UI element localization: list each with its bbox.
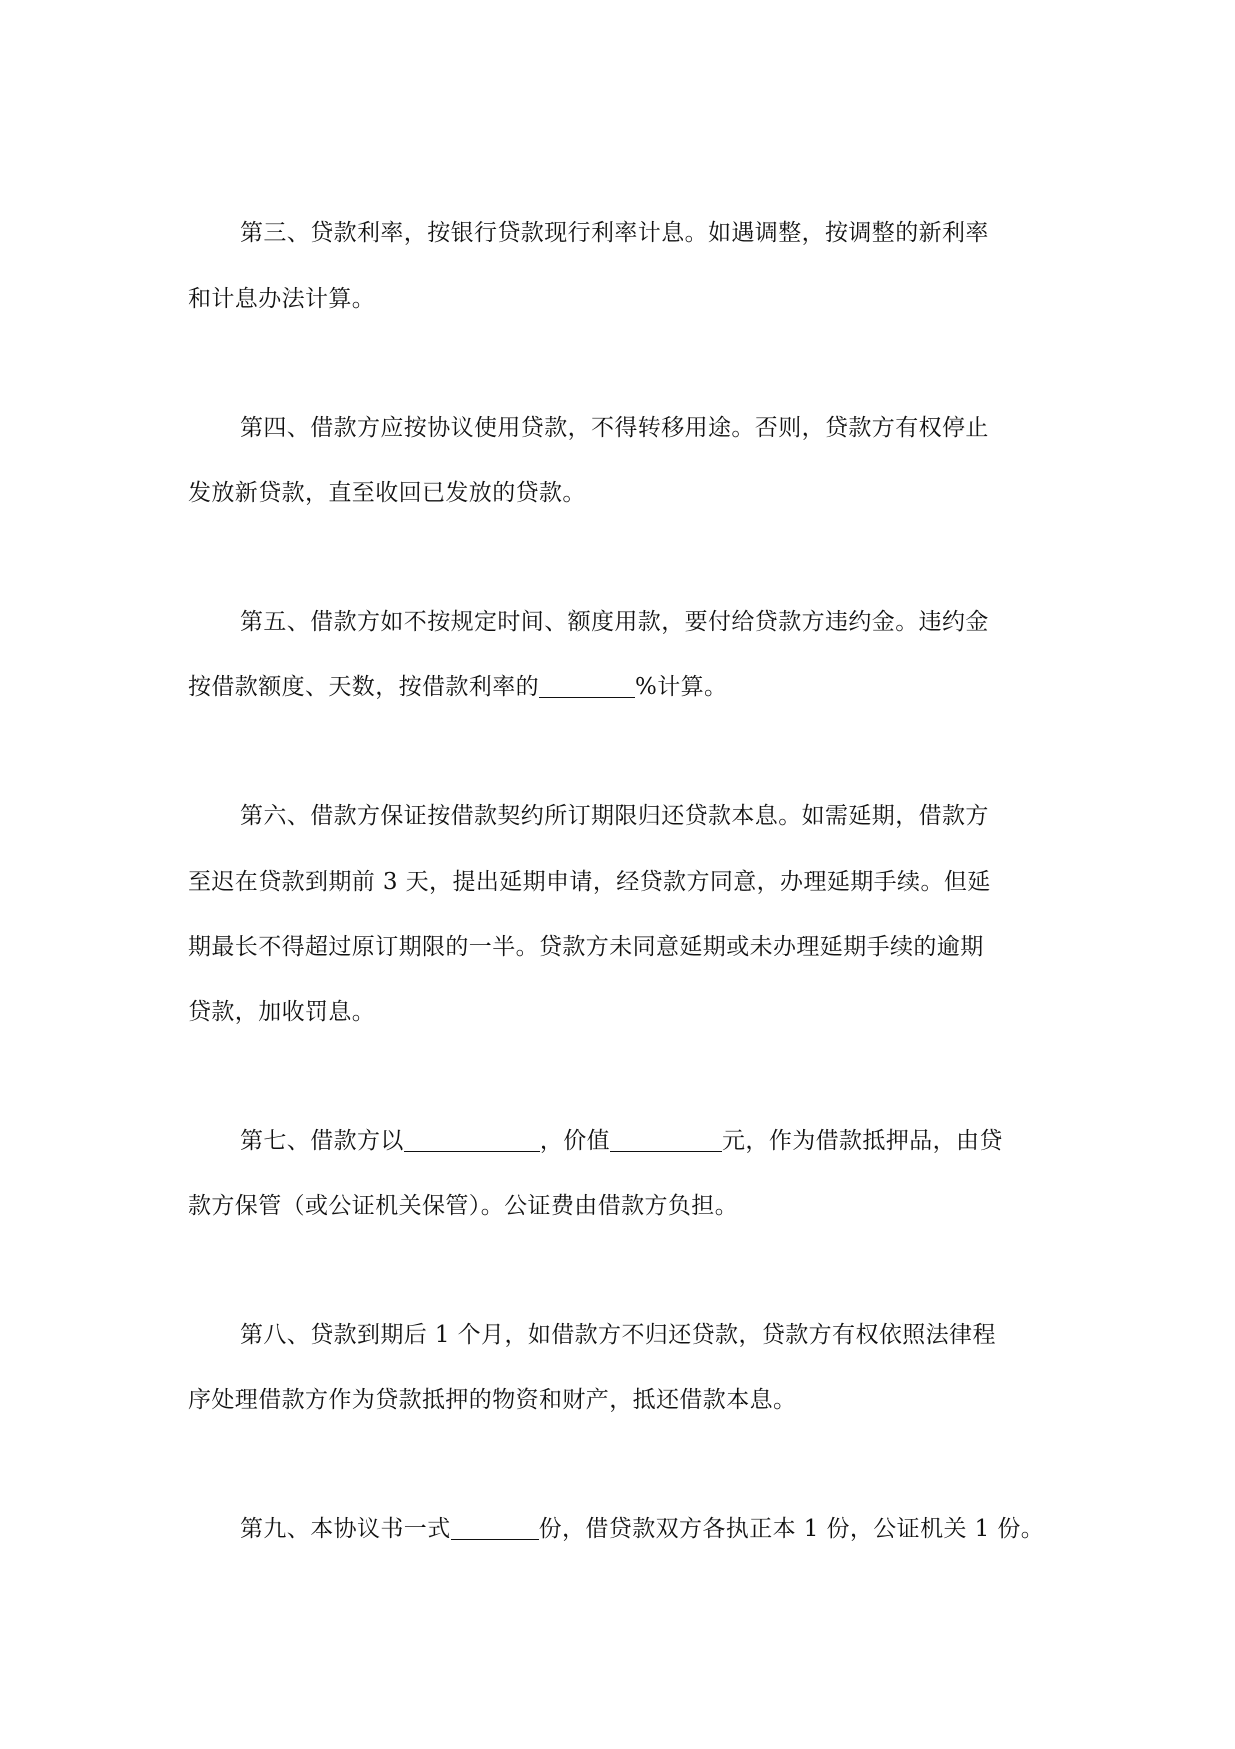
article-3-line-2: 和计息办法计算。 — [188, 286, 376, 312]
article-6-line-1: 第六、借款方保证按借款契约所订期限归还贷款本息。如需延期，借款方 — [240, 803, 989, 829]
article-5-line-2 — [188, 669, 727, 705]
article-6-line-3: 期最长不得超过原订期限的一半。贷款方未同意延期或未办理延期手续的逾期 — [188, 934, 984, 960]
article-7-text-b: ，价值 — [539, 1128, 611, 1154]
article-5-text-after-blank: %计算。 — [635, 674, 728, 700]
article-7-text-c: 元，作为借款抵押品，由贷 — [722, 1128, 1003, 1154]
article-5-text-before-blank: 按借款额度、天数，按借款利率的 — [188, 674, 539, 700]
collateral-value-blank — [610, 1127, 722, 1152]
article-9-text-b: 份，借贷款双方各执正本 1 份，公证机关 1 份。 — [538, 1516, 1045, 1542]
article-4-line-2: 发放新贷款，直至收回已发放的贷款。 — [188, 480, 586, 506]
article-5-line-1: 第五、借款方如不按规定时间、额度用款，要付给贷款方违约金。违约金 — [240, 609, 989, 635]
penalty-rate-blank — [539, 673, 635, 698]
article-6-line-4: 贷款，加收罚息。 — [188, 999, 376, 1025]
article-9-text-a: 第九、本协议书一式 — [240, 1516, 451, 1542]
article-8-line-2: 序处理借款方作为贷款抵押的物资和财产，抵还借款本息。 — [188, 1387, 797, 1413]
article-8-line-1: 第八、贷款到期后 1 个月，如借款方不归还贷款，贷款方有权依照法律程 — [240, 1322, 996, 1348]
article-7-text-a: 第七、借款方以 — [240, 1128, 404, 1154]
article-3-line-1: 第三、贷款利率，按银行贷款现行利率计息。如遇调整，按调整的新利率 — [240, 220, 989, 246]
article-7-line-2: 款方保管（或公证机关保管）。公证费由借款方负担。 — [188, 1193, 739, 1219]
article-9-line-1 — [240, 1511, 1044, 1547]
collateral-blank — [404, 1127, 540, 1152]
article-4-line-1: 第四、借款方应按协议使用贷款，不得转移用途。否则，贷款方有权停止 — [240, 415, 989, 441]
article-7-line-1 — [240, 1123, 1003, 1159]
article-6-line-2: 至迟在贷款到期前 3 天，提出延期申请，经贷款方同意，办理延期手续。但延 — [188, 869, 991, 895]
copies-count-blank — [451, 1515, 539, 1540]
